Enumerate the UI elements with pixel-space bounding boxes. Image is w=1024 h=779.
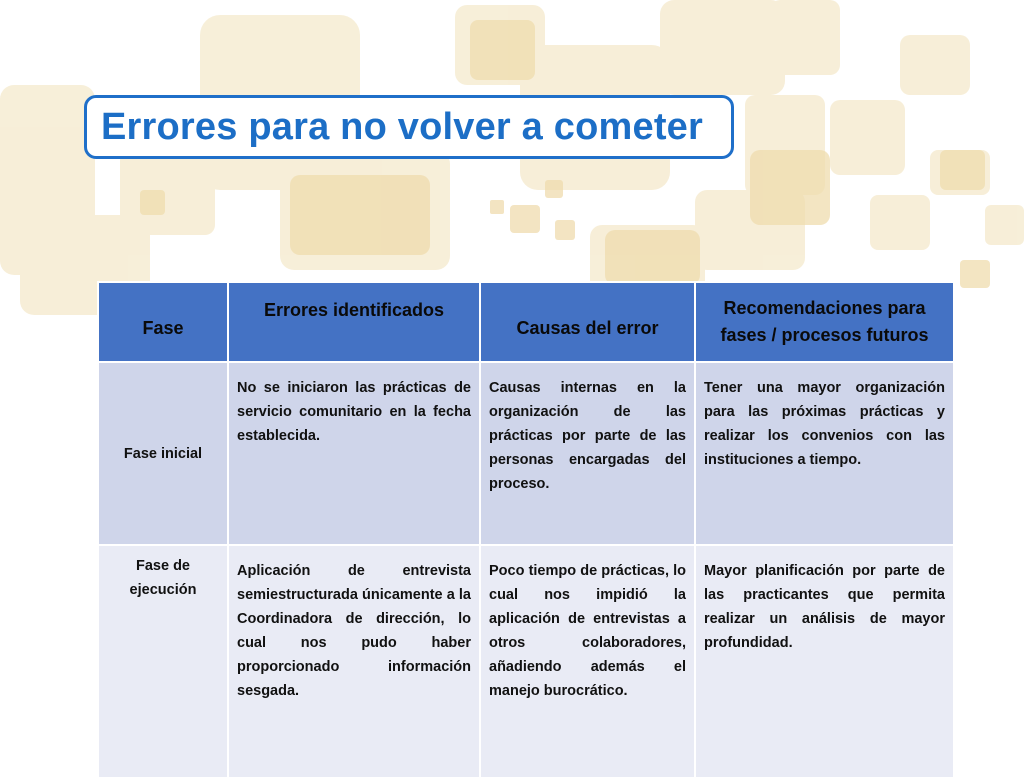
decor-square: [985, 205, 1024, 245]
cell-phase: Fase inicial: [98, 362, 228, 545]
cell-errors: No se iniciaron las prácticas de servicio comunitario en la fecha establecida.: [228, 362, 480, 545]
header-errores: Errores identificados: [228, 282, 480, 362]
decor-square: [900, 35, 970, 95]
decor-square: [555, 220, 575, 240]
title-box: [84, 95, 734, 159]
table-row: [98, 362, 954, 545]
decor-square: [770, 0, 840, 75]
decor-square: [870, 195, 930, 250]
decor-square: [750, 150, 830, 225]
decor-square: [960, 260, 990, 288]
decor-square: [940, 150, 985, 190]
decor-square: [470, 20, 535, 80]
decor-square: [490, 200, 504, 214]
decor-square: [510, 205, 540, 233]
cell-causes: Causas internas en la organización de las prácticas por parte de las personas encargadas del proceso.: [480, 362, 695, 545]
cell-recommendations: Mayor planificación por parte de las practicantes que permita realizar un análisis de mayor profundidad.: [695, 545, 954, 778]
slide-title: Errores para no volver a cometer: [101, 105, 704, 148]
decor-square: [545, 180, 563, 198]
cell-errors: Aplicación de entrevista semiestructurada únicamente a la Coordinadora de dirección, lo cual nos pudo haber proporcionado información sesgada.: [228, 545, 480, 778]
errors-table: [97, 281, 955, 779]
header-recomendaciones: Recomendaciones para fases / procesos futuros: [695, 282, 954, 362]
cell-recommendations: Tener una mayor organización para las próximas prácticas y realizar los convenios con las instituciones a tiempo.: [695, 362, 954, 545]
decor-square: [660, 0, 785, 95]
table-header-row: [98, 282, 954, 362]
decor-square: [140, 190, 165, 215]
decor-square: [830, 100, 905, 175]
table-row: [98, 545, 954, 778]
header-fase: Fase: [98, 282, 228, 362]
decor-square: [605, 230, 700, 285]
decor-square: [290, 175, 430, 255]
cell-phase: Fase de ejecución: [98, 545, 228, 778]
cell-causes: Poco tiempo de prácticas, lo cual nos impidió la aplicación de entrevistas a otros colaboradores, añadiendo además el manejo burocrático.: [480, 545, 695, 778]
header-causas: Causas del error: [480, 282, 695, 362]
